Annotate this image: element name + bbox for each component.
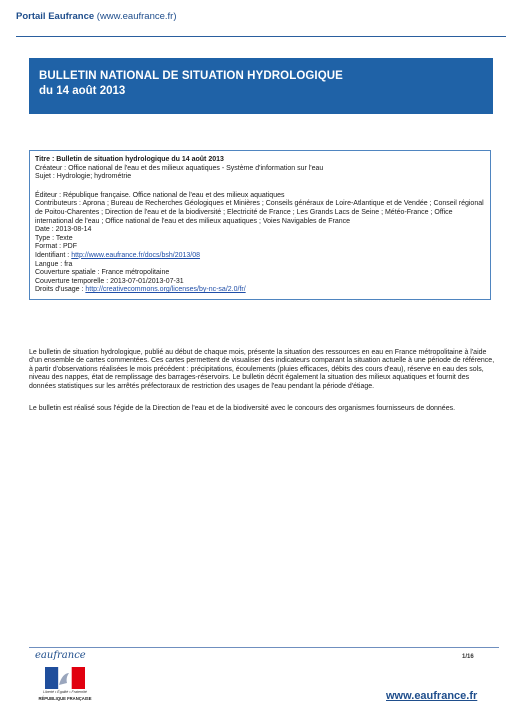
- logo-republique: RÉPUBLIQUE FRANÇAISE: [38, 696, 92, 701]
- metadata-box: [29, 150, 491, 300]
- page-number: 1/16: [462, 654, 474, 660]
- header-divider: [16, 36, 506, 37]
- meta-editeur: Éditeur : République française. Office national de l'eau et des milieux aquatiques: [35, 191, 285, 199]
- banner-date: du 14 août 2013: [39, 85, 126, 97]
- portal-url: (www.eaufrance.fr): [96, 11, 177, 22]
- description-paragraph-2: Le bulletin est réalisé sous l'égide de la Direction de l'eau et de la biodiversité avec le concours des organismes fournisseurs de données.: [29, 405, 456, 412]
- meta-langue: Langue : fra: [35, 260, 73, 268]
- meta-sujet: Sujet : Hydrologie; hydrométrie: [35, 173, 132, 181]
- portal-name: Portail Eaufrance: [16, 11, 95, 22]
- meta-type: Type : Texte: [35, 234, 73, 242]
- identifiant-link[interactable]: http://www.eaufrance.fr/docs/bsh/2013/08: [71, 251, 201, 259]
- droits-link[interactable]: http://creativecommons.org/licenses/by-nc-sa/2.0/fr/: [85, 286, 246, 294]
- footer-divider: [29, 647, 499, 648]
- meta-format: Format : PDF: [35, 243, 78, 251]
- meta-droits-label: Droits d'usage :: [35, 286, 86, 294]
- meta-titre: Titre : Bulletin de situation hydrologique du 14 août 2013: [35, 156, 224, 163]
- title-banner: [29, 58, 493, 114]
- meta-contributeurs: Contributeurs : Aprona ; Bureau de Recherches Géologiques et Minières ; Conseils généraux de Loire-Atlantique et de Vendée ; Conseil régional de Poitou-Charentes ; Direction de l'eau et de la biodiversité ; Electricité de France ; Les Grands Lacs de Seine ; Météo-France ; Office international de l'eau ; Office national de l'eau et des milieux aquatiques ; Voies Navigables de France: [35, 200, 484, 225]
- banner-title: BULLETIN NATIONAL DE SITUATION HYDROLOGIQUE: [39, 70, 343, 82]
- meta-createur: Créateur : Office national de l'eau et des milieux aquatiques - Système d'information sur l'eau: [35, 164, 324, 172]
- marianne-flag-icon: [45, 667, 85, 689]
- meta-couverture-spatiale: Couverture spatiale : France métropolitaine: [35, 269, 170, 277]
- logo-wordmark: eaufrance: [35, 650, 86, 661]
- meta-identifiant: [35, 252, 490, 261]
- portal-header[interactable]: [16, 11, 177, 22]
- meta-date: Date : 2013-08-14: [35, 226, 92, 234]
- meta-droits: [35, 286, 490, 295]
- meta-couverture-temporelle: Couverture temporelle : 2013-07-01/2013-07-31: [35, 277, 184, 285]
- website-link[interactable]: www.eaufrance.fr: [386, 690, 478, 702]
- description-paragraph-1: Le bulletin de situation hydrologique, publié au début de chaque mois, présente la situation des ressources en eau en France métropolitaine à l'aide d'un ensemble de cartes commentées. Ces cartes permettent de visualiser des indicateurs comparant la situation actuelle à une période de référence, à partir d'observations réalisées le mois précédent : précipitations, écoulements (pluies efficaces, débits des cours d'eau), réserve en eau des sols, niveau des nappes, état de remplissage des barrages-réservoirs. Le bulletin décrit également la situation des milieux aquatiques et fournit des données statistiques sur les arrêtés préfectoraux de restriction des usages de l'eau pendant la période d'étiage.: [29, 349, 495, 390]
- logo-motto: Liberté • Égalité • Fraternité: [43, 690, 87, 694]
- meta-identifiant-label: Identifiant :: [35, 251, 72, 259]
- eaufrance-logo: [29, 650, 95, 710]
